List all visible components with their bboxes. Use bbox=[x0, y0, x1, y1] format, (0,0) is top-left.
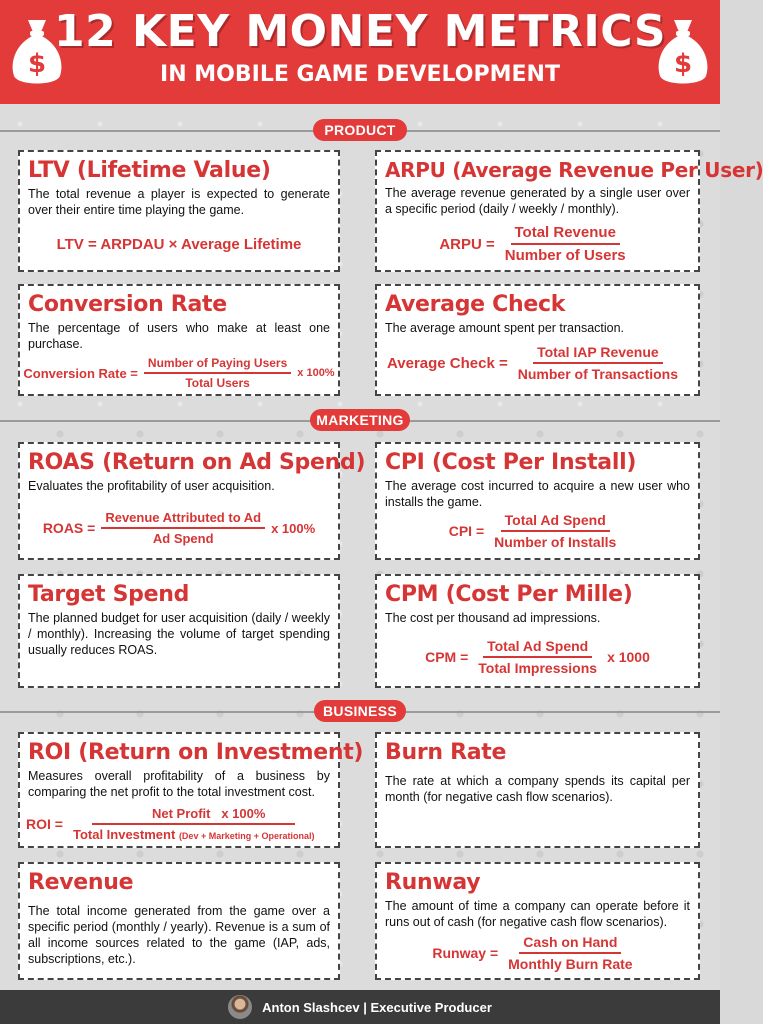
metric-card-roas bbox=[18, 442, 366, 560]
metric-formula bbox=[377, 512, 698, 550]
metric-description: The average cost incurred to acquire a new user who installs the game. bbox=[385, 479, 690, 509]
formula-numerator: Total Revenue bbox=[511, 224, 620, 245]
metric-title: Conversion Rate bbox=[28, 292, 227, 317]
metric-formula bbox=[26, 806, 332, 842]
metric-formula bbox=[20, 236, 338, 253]
section-label-product: PRODUCT bbox=[313, 119, 407, 141]
metric-formula bbox=[20, 510, 338, 546]
formula-suffix: x 100% bbox=[221, 806, 266, 821]
formula-lhs: Conversion Rate = bbox=[23, 365, 138, 381]
metric-card-ltv bbox=[18, 150, 340, 272]
formula-numerator: Total Ad Spend bbox=[501, 512, 610, 532]
formula-suffix: x 100% bbox=[271, 520, 316, 536]
metric-description: The amount of time a company can operate before it runs out of cash (for negative cash flow scenarios). bbox=[385, 899, 690, 929]
metric-card-average-check bbox=[375, 284, 700, 396]
metric-card-runway bbox=[375, 862, 700, 980]
metric-description: The percentage of users who make at least one purchase. bbox=[28, 321, 330, 351]
metric-description: The total income generated from the game over a specific period (monthly / yearly). Revenue is a sum of all income sources related to the game (IAP, ads, subscriptions, etc.). bbox=[28, 904, 330, 966]
formula-numerator bbox=[92, 806, 295, 825]
formula-fraction bbox=[69, 806, 319, 842]
formula-denominator: Number of Users bbox=[504, 247, 626, 264]
formula-fraction bbox=[490, 512, 620, 550]
metric-description: The cost per thousand ad impressions. bbox=[385, 611, 601, 625]
metric-title: Target Spend bbox=[28, 582, 190, 607]
section-label-business: BUSINESS bbox=[314, 700, 406, 722]
metric-formula bbox=[377, 344, 698, 382]
metric-title: Average Check bbox=[385, 292, 566, 317]
metric-description: The average revenue generated by a single user over a specific period (daily / weekly / monthly). bbox=[385, 186, 690, 216]
metric-card-cpm bbox=[375, 574, 700, 688]
metric-formula bbox=[377, 638, 698, 676]
formula-lhs: Runway = bbox=[432, 945, 499, 961]
formula-text: LTV = ARPDAU × Average Lifetime bbox=[56, 236, 302, 253]
metric-description: The total revenue a player is expected to generate over their entire time playing the game. bbox=[28, 187, 330, 217]
metric-formula bbox=[377, 934, 698, 972]
formula-lhs: Average Check = bbox=[386, 354, 508, 372]
formula-denominator-note: (Dev + Marketing + Operational) bbox=[178, 831, 315, 841]
metric-title: ARPU (Average Revenue Per User) bbox=[385, 158, 763, 182]
metric-title: LTV (Lifetime Value) bbox=[28, 158, 271, 183]
metric-card-revenue bbox=[18, 862, 340, 980]
formula-lhs: ARPU = bbox=[439, 235, 495, 253]
metric-card-roi bbox=[18, 732, 364, 848]
formula-fraction bbox=[101, 510, 265, 546]
metric-title: CPM (Cost Per Mille) bbox=[385, 582, 633, 607]
formula-lhs: ROAS = bbox=[42, 520, 96, 536]
formula-denominator: Total Impressions bbox=[478, 660, 598, 676]
formula-fraction bbox=[514, 344, 682, 382]
metric-card-target-spend bbox=[18, 574, 340, 688]
footer-bar bbox=[0, 990, 720, 1024]
formula-denominator: Total Users bbox=[185, 376, 250, 390]
metric-title: ROAS (Return on Ad Spend) bbox=[28, 450, 366, 475]
metric-description: The average amount spent per transaction. bbox=[385, 321, 625, 335]
metric-description: Evaluates the profitability of user acquisition. bbox=[28, 479, 275, 493]
formula-numerator: Total Ad Spend bbox=[483, 638, 592, 658]
svg-text:$: $ bbox=[27, 49, 47, 79]
formula-denominator: Number of Transactions bbox=[517, 366, 679, 382]
metric-title: ROI (Return on Investment) bbox=[28, 740, 364, 765]
metric-description: Measures overall profitability of a business by comparing the net profit to the total investment cost. bbox=[28, 769, 330, 799]
formula-numerator-text: Net Profit bbox=[152, 806, 211, 821]
metric-title: CPI (Cost Per Install) bbox=[385, 450, 637, 475]
formula-denominator: Monthly Burn Rate bbox=[508, 956, 633, 972]
metric-title: Revenue bbox=[28, 870, 134, 895]
formula-fraction bbox=[504, 934, 636, 972]
formula-lhs: CPM = bbox=[425, 649, 469, 665]
metric-title: Runway bbox=[385, 870, 481, 895]
metric-description: The rate at which a company spends its capital per month (for negative cash flow scenarios). bbox=[385, 774, 690, 804]
formula-denominator-text: Total Investment bbox=[72, 827, 176, 842]
formula-lhs: CPI = bbox=[448, 523, 485, 539]
money-bag-icon bbox=[654, 16, 712, 88]
formula-denominator bbox=[69, 825, 319, 842]
metric-card-cpi bbox=[375, 442, 700, 560]
formula-denominator: Ad Spend bbox=[152, 531, 214, 546]
metric-formula bbox=[20, 356, 338, 390]
metric-card-conversion-rate bbox=[18, 284, 340, 396]
formula-numerator: Revenue Attributed to Ad bbox=[101, 510, 265, 529]
formula-numerator: Cash on Hand bbox=[519, 934, 621, 954]
metric-card-burn-rate bbox=[375, 732, 700, 848]
formula-denominator: Number of Installs bbox=[494, 534, 617, 550]
page-subtitle: IN MOBILE GAME DEVELOPMENT bbox=[160, 62, 560, 87]
metric-card-arpu bbox=[375, 150, 763, 272]
formula-suffix: x 100% bbox=[297, 367, 335, 379]
avatar bbox=[228, 995, 252, 1019]
header-banner bbox=[0, 0, 720, 104]
formula-numerator: Number of Paying Users bbox=[144, 356, 291, 374]
formula-numerator: Total IAP Revenue bbox=[533, 344, 663, 364]
metric-description: The planned budget for user acquisition (daily / weekly / monthly). Increasing the volume of target spending usually reduces ROAS. bbox=[28, 611, 330, 657]
formula-fraction bbox=[501, 224, 630, 264]
formula-fraction bbox=[474, 638, 601, 676]
formula-fraction bbox=[144, 356, 291, 390]
page-title: 12 KEY MONEY METRICS bbox=[53, 6, 667, 57]
formula-suffix: x 1000 bbox=[607, 649, 650, 665]
section-label-marketing: MARKETING bbox=[310, 409, 410, 431]
svg-text:$: $ bbox=[673, 49, 693, 79]
author-credit: Anton Slashcev | Executive Producer bbox=[262, 999, 492, 1015]
metric-formula bbox=[377, 224, 698, 264]
metric-title: Burn Rate bbox=[385, 740, 507, 765]
formula-lhs: ROI = bbox=[26, 816, 63, 832]
